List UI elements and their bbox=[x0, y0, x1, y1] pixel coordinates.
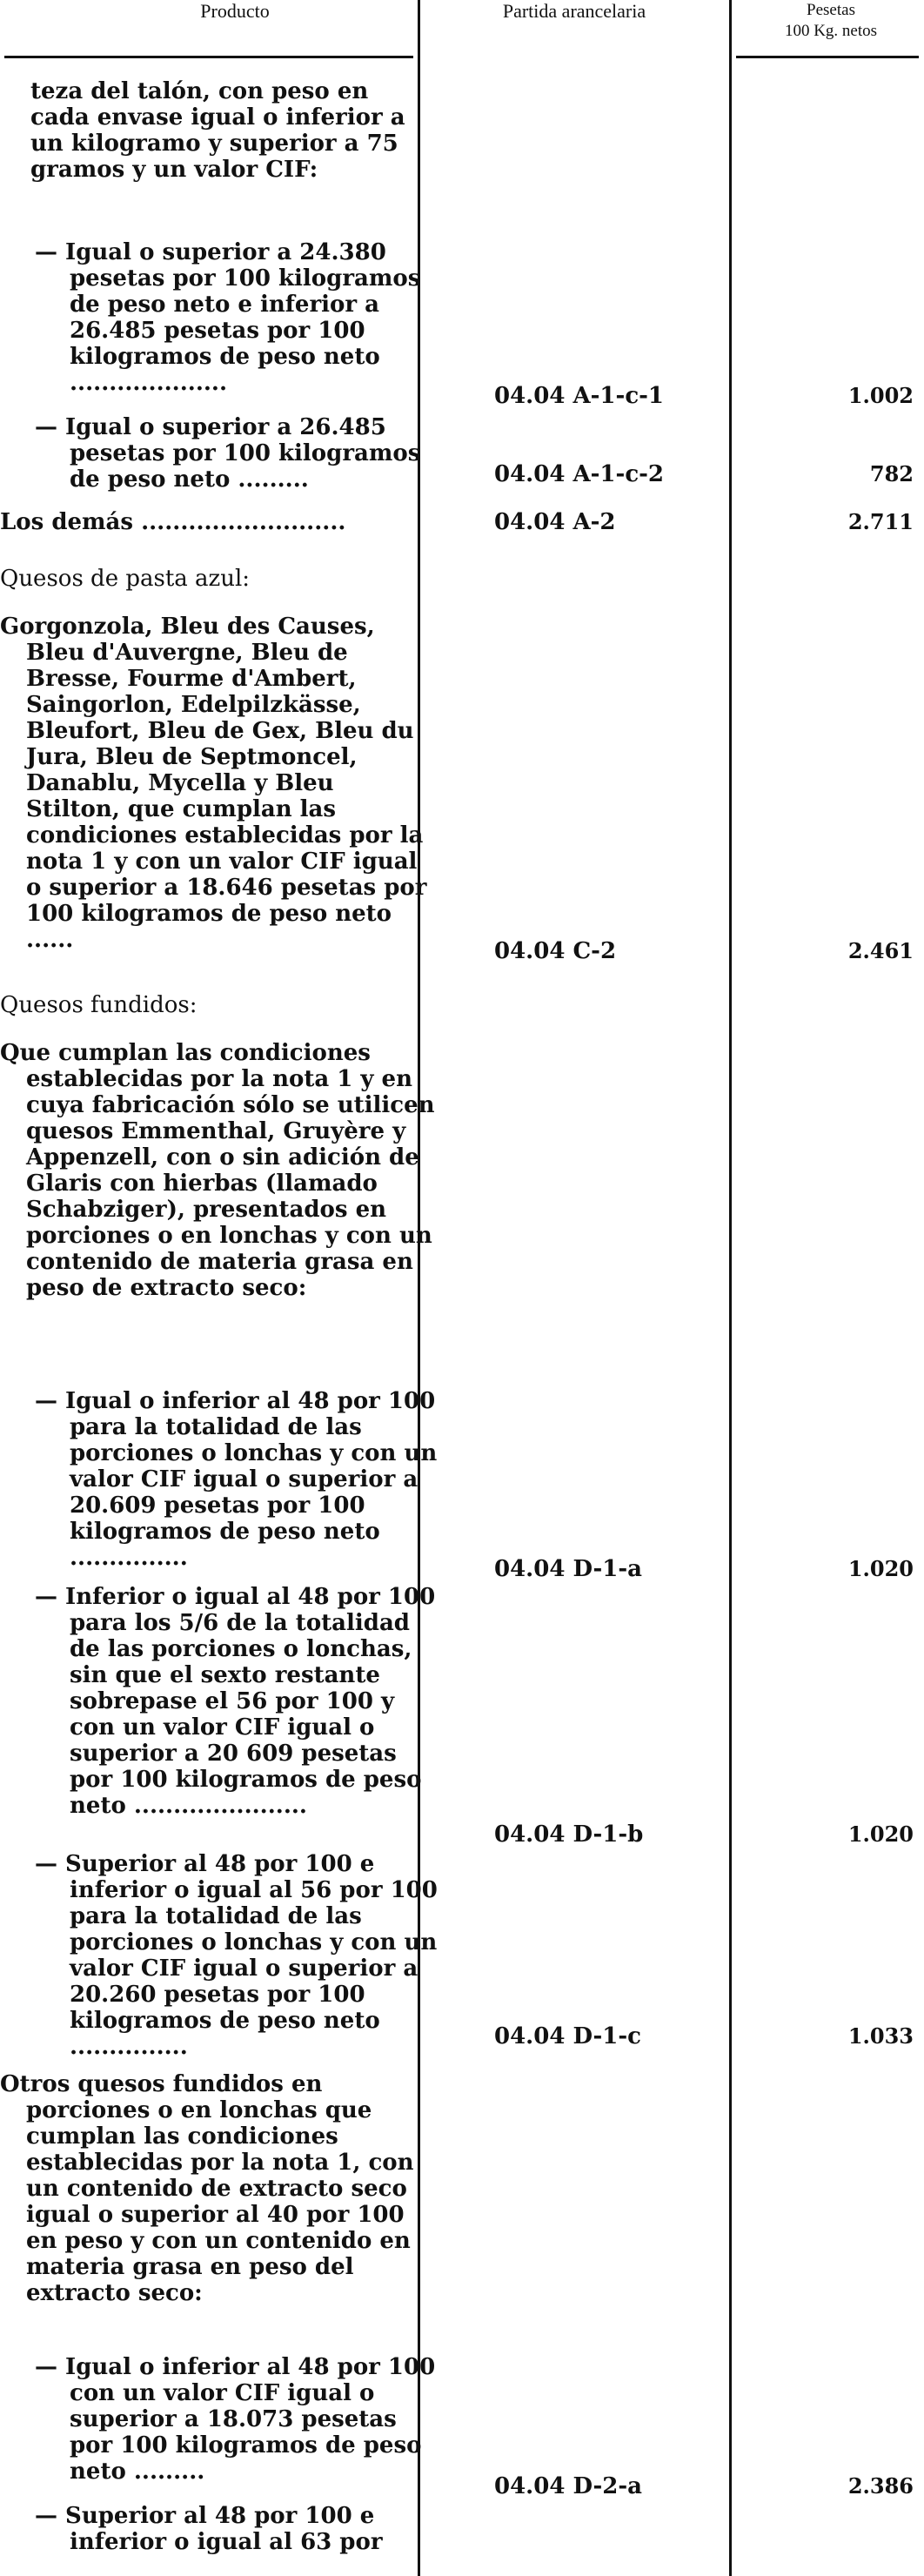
row-r3: — Igual o superior a 26.485 pesetas por 100 kilogramos de peso neto ......... bbox=[35, 414, 421, 493]
row-r10: — Inferior o igual al 48 por 100 para los 5/6 de la totalidad de las porciones o lonchas, sin que el sexto restante sobrepase el 56 por 100 y con un valor CIF igual o superior a 20 609 pesetas por 100 kilogramos de peso neto ...................... bbox=[35, 1584, 436, 1819]
code-r13: 04.04 D-2-a bbox=[494, 2473, 643, 2499]
value-r9: 1.020 bbox=[847, 1556, 914, 1581]
code-r11: 04.04 D-1-c bbox=[494, 2023, 641, 2049]
value-r11: 1.033 bbox=[847, 2023, 914, 2049]
code-r6: 04.04 C-2 bbox=[494, 938, 617, 964]
header-rule-right bbox=[736, 56, 919, 58]
value-r10: 1.020 bbox=[847, 1821, 914, 1847]
header-partida: Partida arancelaria bbox=[502, 0, 646, 22]
row-r8: Que cumplan las condiciones establecidas por la nota 1 y en cuya fabricación sólo se utilicen quesos Emmenthal, Gruyère y Appenzell, con o sin adición de Glaris con hierbas (llamado Schabziger), presentados en porciones o en lonchas y con un contenido de materia grasa en peso de extracto seco: bbox=[0, 1040, 435, 1301]
code-r9: 04.04 D-1-a bbox=[494, 1556, 643, 1582]
row-r1: teza del talón, con peso en cada envase igual o inferior a un kilogramo y superior a 75 gramos y un valor CIF: bbox=[30, 78, 405, 183]
code-r4: 04.04 A-2 bbox=[494, 509, 616, 535]
row-r4: Los demás .......................... bbox=[0, 509, 346, 535]
code-r3: 04.04 A-1-c-2 bbox=[494, 461, 665, 487]
row-r6: Gorgonzola, Bleu des Causes, Bleu d'Auvergne, Bleu de Bresse, Fourme d'Ambert, Saingorlon, Edelpilzkässe, Bleufort, Bleu de Gex, Bleu du Jura, Bleu de Septmoncel, Danablu, Mycella y Bleu Stilton, que cumplan las condiciones establecidas por la nota 1 y con un valor CIF igual o superior a 18.646 pesetas por 100 kilogramos de peso neto ...... bbox=[0, 614, 427, 953]
row-r9: — Igual o inferior al 48 por 100 para la totalidad de las porciones o lonchas y con un valor CIF igual o superior a 20.609 pesetas por 100 kilogramos de peso neto ............... bbox=[35, 1388, 438, 1571]
value-r3: 782 bbox=[869, 461, 914, 486]
value-r4: 2.711 bbox=[847, 509, 914, 534]
row-r2: — Igual o superior a 24.380 pesetas por 100 kilogramos de peso neto e inferior a 26.485 pesetas por 100 kilogramos de peso neto .................... bbox=[35, 239, 421, 396]
value-r2: 1.002 bbox=[847, 383, 914, 408]
code-r2: 04.04 A-1-c-1 bbox=[494, 383, 665, 409]
row-r12: Otros quesos fundidos en porciones o en lonchas que cumplan las condiciones establecidas por la nota 1, con un contenido de extracto seco igual o superior al 40 por 100 en peso y con un contenido en materia grasa en peso del extracto seco: bbox=[0, 2071, 414, 2306]
header-pesetas-line2: 100 Kg. netos bbox=[784, 22, 878, 40]
column-divider-2 bbox=[729, 0, 732, 2576]
row-r11: — Superior al 48 por 100 e inferior o igual al 56 por 100 para la totalidad de las porciones o lonchas y con un valor CIF igual o superior a 20.260 pesetas por 100 kilogramos de peso neto ............... bbox=[35, 1851, 438, 2060]
header-pesetas bbox=[748, 0, 914, 42]
row-r7: Quesos fundidos: bbox=[0, 992, 198, 1018]
value-r6: 2.461 bbox=[847, 938, 914, 963]
header-rule-left bbox=[4, 56, 413, 58]
row-r14: — Superior al 48 por 100 e inferior o igual al 63 por bbox=[35, 2503, 383, 2555]
value-r13: 2.386 bbox=[847, 2473, 914, 2499]
header-pesetas-line1: Pesetas bbox=[807, 1, 855, 19]
row-r13: — Igual o inferior al 48 por 100 con un valor CIF igual o superior a 18.073 pesetas por 100 kilogramos de peso neto ......... bbox=[35, 2354, 436, 2485]
code-r10: 04.04 D-1-b bbox=[494, 1821, 644, 1848]
header-producto: Producto bbox=[200, 0, 270, 22]
row-r5: Quesos de pasta azul: bbox=[0, 566, 251, 592]
